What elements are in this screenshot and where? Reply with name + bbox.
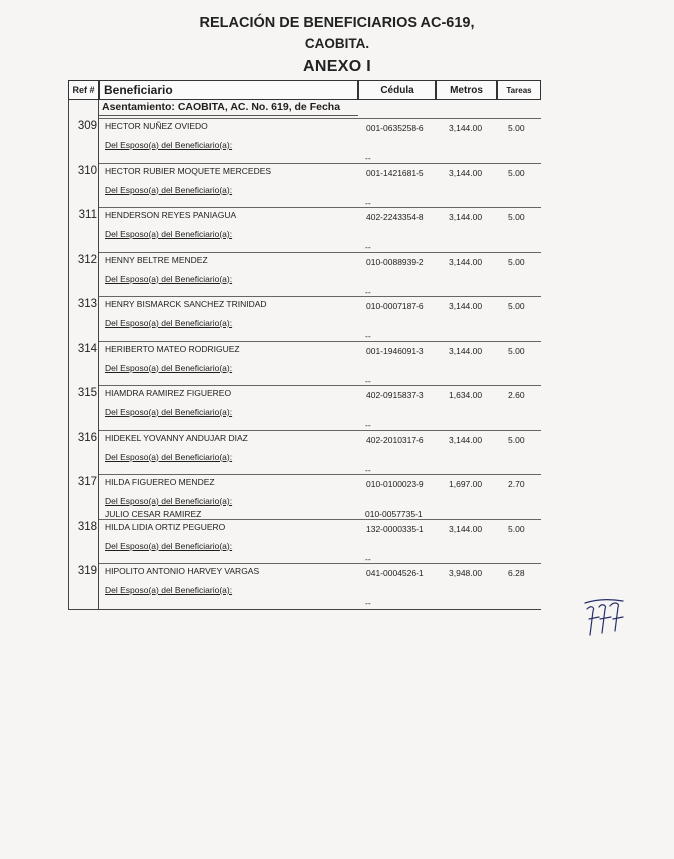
beneficiary-cedula: 010-0007187-6 [366,301,424,311]
metros-value: 3,948.00 [449,568,483,578]
tareas-value: 5.00 [508,212,525,222]
row-separator [99,341,541,342]
row-separator [99,474,541,475]
tareas-value: 5.00 [508,345,525,356]
table-row [68,165,541,209]
spouse-cedula: -- [365,553,371,564]
row-separator [99,519,541,520]
table-row [68,209,541,253]
tareas-value: 6.28 [508,568,525,578]
row-ref: 315 [77,387,97,399]
tareas-value: 5.00 [508,301,525,311]
beneficiary-name: HIAMDRA RAMIREZ FIGUEREO [105,388,232,398]
spouse-label: Del Esposo(a) del Beneficiario(a): [105,273,233,284]
tareas-value: 5.00 [508,167,525,178]
row-ref: 309 [77,120,97,132]
spouse-cedula: -- [365,331,371,341]
spouse-label: Del Esposo(a) del Beneficiario(a): [105,140,233,150]
spouse-cedula: -- [365,420,371,430]
metros-value: 3,144.00 [449,212,483,222]
table-row [68,387,541,431]
beneficiary-cedula: 001-0635258-6 [366,123,424,133]
row-ref: 318 [77,520,97,533]
beneficiary-cedula: 001-1946091-3 [366,345,424,356]
beneficiaries-table [68,80,541,610]
beneficiary-cedula: 010-0100023-9 [366,479,424,489]
header-ref: Ref # [68,80,99,100]
beneficiary-cedula: 402-2243354-8 [366,212,424,222]
spouse-cedula: -- [365,598,371,608]
spouse-label: Del Esposo(a) del Beneficiario(a): [105,229,233,239]
spouse-label: Del Esposo(a) del Beneficiario(a): [105,184,233,195]
tareas-value: 5.00 [508,123,525,133]
signature-initials [583,597,625,639]
header-cedula: Cédula [358,80,436,100]
beneficiary-cedula: 001-1421681-5 [366,167,424,178]
tareas-value: 5.00 [508,434,525,445]
beneficiary-cedula: 010-0088939-2 [366,256,424,267]
table-row [68,521,541,565]
row-separator [99,563,541,564]
row-separator [99,163,541,164]
row-ref: 313 [77,298,97,310]
row-ref: 310 [77,164,97,177]
annex-title: ANEXO I [303,58,371,75]
beneficiary-name: HENNY BELTRE MENDEZ [105,254,208,265]
beneficiary-name: HENDERSON REYES PANIAGUA [105,210,237,220]
beneficiary-name: HECTOR RUBIER MOQUETE MERCEDES [105,165,272,176]
document-subtitle: CAOBITA. [304,36,370,51]
spouse-cedula: -- [365,153,371,163]
row-ref: 312 [77,253,97,266]
row-separator [99,430,541,431]
spouse-label: Del Esposo(a) del Beneficiario(a): [105,362,233,373]
beneficiary-cedula: 041-0004526-1 [366,568,424,578]
spouse-label: Del Esposo(a) del Beneficiario(a): [105,496,233,506]
metros-value: 3,144.00 [449,301,483,311]
row-ref: 314 [77,342,97,355]
spouse-cedula: -- [365,375,371,386]
table-bottom-border [68,609,541,610]
metros-value: 1,634.00 [449,390,483,400]
spouse-cedula: -- [365,286,371,297]
row-separator [99,296,541,297]
asentamiento-heading: Asentamiento: CAOBITA, AC. No. 619, de Fecha [102,101,341,113]
table-row [68,432,541,476]
metros-value: 3,144.00 [449,523,483,534]
beneficiary-cedula: 402-2010317-6 [366,434,424,445]
spouse-cedula: -- [365,242,371,252]
header-metros: Metros [436,80,497,100]
spouse-cedula: 010-0057735-1 [365,509,423,519]
table-row [68,120,541,164]
spouse-label: Del Esposo(a) del Beneficiario(a): [105,585,233,595]
table-row [68,298,541,342]
tareas-value: 5.00 [508,256,525,267]
header-beneficiario: Beneficiario [99,80,358,100]
row-ref: 317 [77,476,97,488]
metros-value: 3,144.00 [449,345,483,356]
document-title: RELACIÓN DE BENEFICIARIOS AC-619, [199,15,475,31]
table-row [68,343,541,387]
row-ref: 311 [78,209,97,221]
beneficiary-name: HILDA LIDIA ORTIZ PEGUERO [105,521,226,532]
beneficiary-name: HENRY BISMARCK SANCHEZ TRINIDAD [105,299,267,309]
spouse-label: Del Esposo(a) del Beneficiario(a): [105,318,233,328]
metros-value: 3,144.00 [449,123,483,133]
row-separator [99,207,541,208]
row-separator [99,385,541,386]
table-row [68,565,541,609]
row-ref: 316 [77,431,97,444]
row-separator [99,118,541,119]
table-row [68,476,541,520]
metros-value: 3,144.00 [449,256,483,267]
beneficiary-name: HIPOLITO ANTONIO HARVEY VARGAS [105,566,260,576]
row-separator [99,252,541,253]
beneficiary-cedula: 132-0000335-1 [366,523,424,534]
spouse-label: Del Esposo(a) del Beneficiario(a): [105,451,233,462]
spouse-name: JULIO CESAR RAMIREZ [105,509,202,519]
beneficiary-name: HECTOR NUÑEZ OVIEDO [105,121,208,131]
table-row [68,254,541,298]
beneficiary-name: HILDA FIGUEREO MENDEZ [105,477,215,487]
spouse-cedula: -- [365,197,371,208]
beneficiary-name: HERIBERTO MATEO RODRIGUEZ [105,343,240,354]
metros-value: 3,144.00 [449,167,483,178]
spouse-label: Del Esposo(a) del Beneficiario(a): [105,540,233,551]
row-ref: 319 [77,565,97,577]
asentamiento-underline [99,115,358,116]
tareas-value: 2.60 [508,390,525,400]
spouse-label: Del Esposo(a) del Beneficiario(a): [105,407,233,417]
tareas-value: 2.70 [508,479,525,489]
spouse-cedula: -- [365,464,371,475]
beneficiary-cedula: 402-0915837-3 [366,390,424,400]
metros-value: 3,144.00 [449,434,483,445]
tareas-value: 5.00 [508,523,525,534]
beneficiary-name: HIDEKEL YOVANNY ANDUJAR DIAZ [105,432,248,443]
header-tareas: Tareas [497,80,541,100]
metros-value: 1,697.00 [449,479,483,489]
